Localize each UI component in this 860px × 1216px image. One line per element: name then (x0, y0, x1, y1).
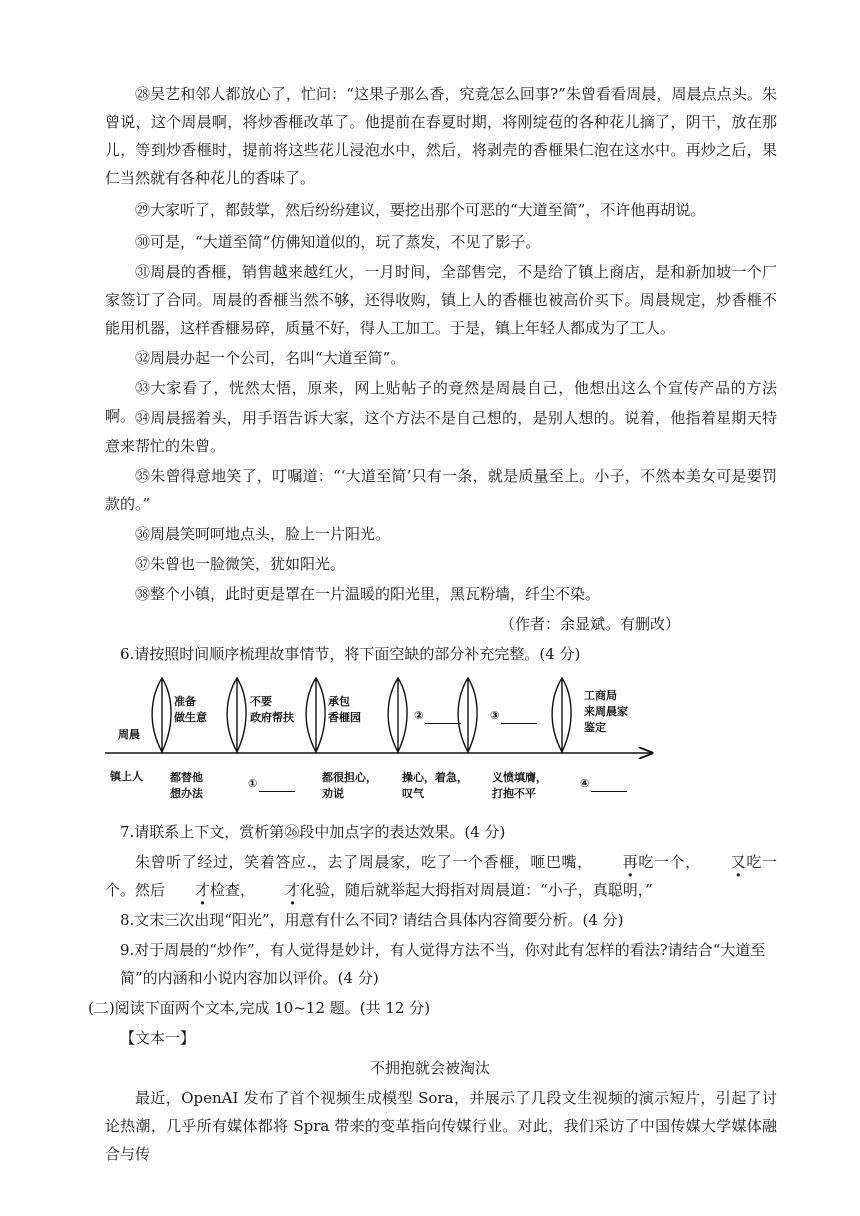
section-2-heading: (二)阅读下面两个文本,完成 10~12 题。(共 12 分) (88, 999, 431, 1017)
dotted-char: 才 (285, 881, 301, 899)
event-top-2: 不要 政府帮扶 (250, 695, 294, 724)
paragraph-29: ㉙大家听了，都鼓掌，然后纷纷建议，要挖出那个可恶的“大道至简”，不许他再胡说。 (135, 201, 706, 219)
leaf-icon (552, 678, 571, 752)
event-top-6: 工商局 来周晨家 鉴定 (584, 689, 628, 734)
question-7: 7.请联系上下文，赏析第㉖段中加点字的表达效果。(4 分) (120, 823, 506, 841)
paragraph-32: ㉜周晨办起一个公司，名叫“大道至简”。 (135, 349, 406, 367)
question-6: 6.请按照时间顺序梳理故事情节，将下面空缺的部分补充完整。(4 分) (120, 645, 581, 663)
event-bottom-blank-1: ① (248, 776, 295, 792)
plot-timeline-diagram (100, 672, 660, 812)
paragraph-36: ㊱周晨笑呵呵地点头，脸上一片阳光。 (135, 525, 391, 543)
event-bottom-5: 义愤填膺， 打抱不平 (492, 771, 547, 800)
event-top-blank-2: ② (414, 708, 461, 724)
text-1-paragraph-1: 最近，OpenAI 发布了首个视频生成模型 Sora，并展示了几段文生视频的演示短片，引起了讨论热潮，几乎所有媒体都将 Spra 带来的变革指向传媒行业。对此，我们采访了中国传媒大学媒体融合与传 (105, 1089, 777, 1163)
event-bottom-blank-4: ④ (580, 776, 627, 792)
leaf-icon (152, 678, 171, 752)
paragraph-33: ㉝大家看了，恍然太悟，原来，网上贴帖子的竟然是周晨自己，他想出这么个宣传产品的方法啊。 (105, 379, 777, 425)
event-top-blank-3: ③ (490, 708, 537, 724)
text-1-title: 不拥抱就会被淘汰 (369, 1059, 490, 1077)
event-bottom-4: 操心，着急， 叹气 (402, 771, 468, 800)
leaf-icon (227, 678, 246, 752)
event-bottom-3: 都很担心， 劝说 (322, 771, 377, 800)
question-8: 8.文末三次出现“阳光”，用意有什么不同? 请结合具体内容简要分析。(4 分) (120, 911, 624, 929)
paragraph-31: ㉛周晨的香榧，销售越来越红火，一月时间，全部售完，不是给了镇上商店，是和新加坡一个厂家签订了合同。周晨的香榧当然不够，还得收购，镇上人的香榧也被高价买下。周晨规定，炒香榧不能用机器，这样香榧易碎，质量不好，得人工加工。于是，镇上年轻人都成为了工人。 (105, 263, 777, 337)
dotted-char: 又 (730, 853, 746, 871)
leaf-icon (306, 678, 325, 752)
row-label-townspeople: 镇上人 (110, 770, 143, 783)
paragraph-30: ㉚可是，“大道至简”仿佛知道似的，玩了蒸发，不见了影子。 (135, 233, 541, 251)
question-7-quote: 朱曾听了经过，笑着答应.，去了周晨家，吃了一个香榧，咂巴嘴， 再吃一个， 又吃一个。然后 才检查， 才化验，随后就举起大拇指对周晨道：“小子，真聪明，” (105, 848, 777, 904)
paragraph-34: ㉞周晨摇着头，用手语告诉大家，这个方法不是自己想的，是别人想的。说着，他指着星期天特意来帮忙的朱曾。 (105, 409, 777, 455)
text-1-label: 【文本一】 (120, 1029, 196, 1047)
row-label-zhouchen: 周晨 (118, 728, 140, 741)
paragraph-35: ㉟朱曾得意地笑了，叮嘱道：“‘大道至简’只有一条，就是质量至上。小子，不然本美女可是要罚款的。” (105, 467, 777, 513)
event-top-1: 准备 做生意 (174, 695, 207, 724)
author-credit: （作者：余显斌。有删改） (499, 615, 680, 633)
question-9: 9.对于周晨的“炒作”，有人觉得是妙计，有人觉得方法不当，你对此有怎样的看法?请结合“大道至简”的内涵和小说内容加以评价。(4 分) (120, 941, 766, 987)
event-top-3: 承包 香榧园 (328, 695, 361, 724)
paragraph-37: ㊲朱曾也一脸微笑，犹如阳光。 (135, 555, 346, 573)
event-bottom-1: 都替他 想办法 (170, 771, 203, 800)
paragraph-28: ㉘吴艺和邻人都放心了，忙问：“这果子那么香，究竟怎么回事?”朱曾看看周晨，周晨点点头。朱曾说，这个周晨啊，将炒香榧改革了。他提前在春夏时期，将刚绽苞的各种花儿摘了，阴干，放在那儿，等到炒香榧时，提前将这些花儿浸泡水中，然后，将剥壳的香榧果仁泡在这水中。再炒之后，果仁当然就有各种花儿的香味了。 (105, 85, 777, 187)
leaf-icon (388, 678, 407, 752)
dotted-char: 再 (622, 853, 638, 871)
dotted-char: 才 (195, 881, 211, 899)
paragraph-38: ㊳整个小镇，此时更是罩在一片温暖的阳光里，黑瓦粉墙，纤尘不染。 (135, 585, 601, 603)
